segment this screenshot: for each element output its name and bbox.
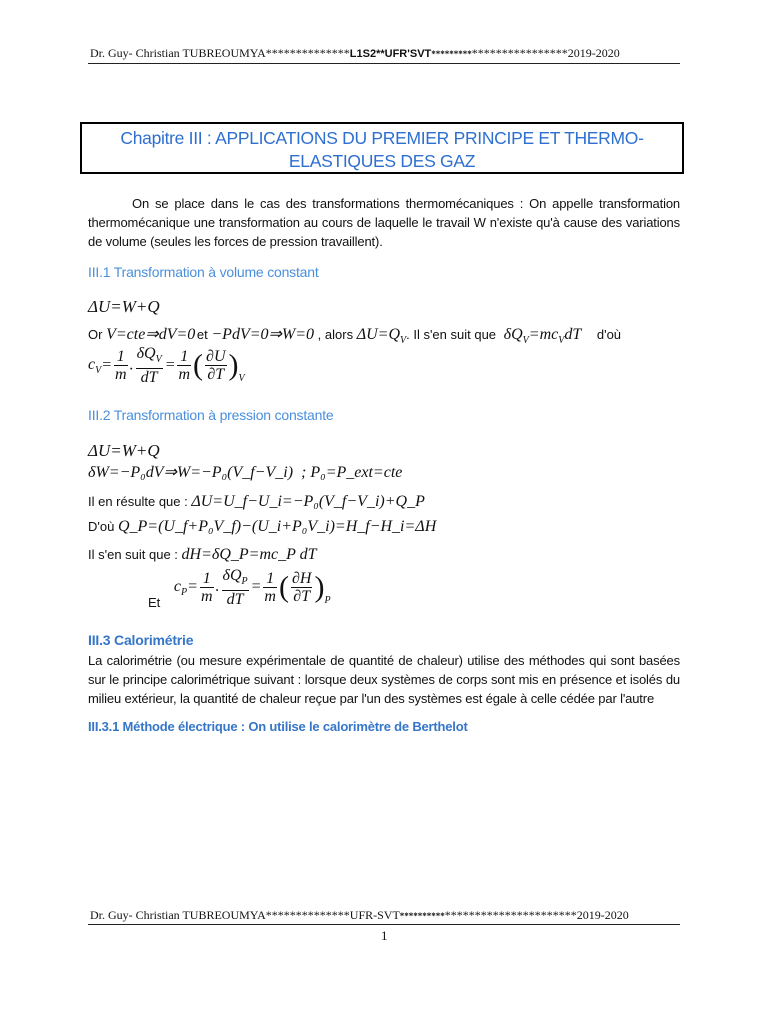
footer-year: **********************2019-2020 bbox=[444, 908, 629, 922]
frac2-den: dT bbox=[140, 369, 158, 387]
cp-frac3 bbox=[263, 570, 277, 605]
section-3-paragraph: La calorimétrie (ou mesure expérimentale de quantité de chaleur) utilise des méthodes qui sont basées sur le principe calorimétrique suivant : lorsque deux systèmes de corps sont mis en présence et isolés du milieu extérieur, la quantité de chaleur reçue par l'un des systèmes est égale à celle cédée par l'autre bbox=[88, 653, 680, 706]
result2-mid: =mc bbox=[528, 326, 559, 343]
cv-partial bbox=[205, 348, 226, 383]
cond2-eq: −PdV=0⇒W=0 bbox=[211, 326, 315, 343]
header-author: Dr. Guy- Christian TUBREOUMYA************** bbox=[90, 46, 350, 60]
dou-label-2: D'où bbox=[88, 519, 115, 534]
dou-eq: Q_P=(U_f+P₀V_f)−(U_i+P₀V_i)=H_f−H_i=ΔH bbox=[117, 518, 437, 535]
result1-main: ΔU=Q bbox=[356, 326, 400, 343]
cp-frac3-den: m bbox=[264, 588, 276, 606]
section-2-result-line bbox=[88, 493, 425, 511]
result2-sub1: V bbox=[522, 335, 529, 347]
frac2-sub: V bbox=[155, 354, 162, 366]
section-1-heading: III.1 Transformation à volume constant bbox=[88, 264, 319, 280]
section-1-eq2-line bbox=[88, 324, 621, 346]
paren-close: ) bbox=[228, 348, 239, 382]
cp-frac1 bbox=[200, 570, 214, 605]
section-2-heading: III.2 Transformation à pression constante bbox=[88, 407, 334, 423]
eq2-cond: ; P₀=P_ext=cte bbox=[301, 464, 403, 481]
cp-frac2 bbox=[222, 567, 249, 608]
cp-paren-open: ( bbox=[278, 570, 289, 604]
cv-lhs bbox=[88, 356, 102, 377]
dou-label: d'où bbox=[596, 327, 622, 342]
result-eq: ΔU=U_f−U_i=−P₀(V_f−V_i)+Q_P bbox=[191, 493, 425, 510]
cv-c: c bbox=[88, 356, 96, 374]
section-2-dou-line bbox=[88, 518, 436, 536]
page-header bbox=[90, 46, 620, 61]
cv-frac3 bbox=[177, 348, 191, 383]
result2-end: dT bbox=[564, 326, 582, 343]
section-2-eq2 bbox=[88, 462, 402, 482]
et-label: et bbox=[196, 327, 208, 342]
header-year: ****************2019-2020 bbox=[471, 46, 620, 60]
footer-rule bbox=[88, 924, 680, 925]
footer-stars-bold: ********** bbox=[399, 911, 445, 921]
result2-sub2: V bbox=[558, 335, 565, 347]
frac3-num: 1 bbox=[177, 348, 191, 366]
cp-paren-close: ) bbox=[314, 570, 325, 604]
partial-num: ∂U bbox=[206, 348, 226, 366]
cp-frac3-num: 1 bbox=[263, 570, 277, 588]
cp-frac2-num bbox=[222, 567, 249, 591]
footer-author: Dr. Guy- Christian TUBREOUMYA**************UFR-SVT bbox=[90, 908, 400, 922]
suit-label: . Il s'en suit que bbox=[406, 327, 497, 342]
frac1-den: m bbox=[115, 366, 127, 384]
result1-sub: V bbox=[400, 335, 407, 347]
cp-frac2-dq: δQ bbox=[222, 567, 242, 584]
suit-label-2: Il s'en suit que : bbox=[88, 547, 178, 562]
cp-partial-sub: P bbox=[324, 595, 331, 607]
partial-den: ∂T bbox=[207, 366, 225, 384]
frac2-dq: δQ bbox=[136, 345, 156, 362]
cv-frac1 bbox=[114, 348, 128, 383]
suit-eq: dH=δQ_P=mc_P dT bbox=[181, 546, 317, 563]
cv-sub: V bbox=[95, 365, 102, 377]
cv-frac2 bbox=[136, 345, 163, 386]
chapter-title-box bbox=[80, 122, 684, 174]
result2-eq bbox=[503, 326, 582, 347]
section-3-heading: III.3 Calorimétrie bbox=[88, 632, 194, 648]
chapter-title-line2: ELASTIQUES DES GAZ bbox=[288, 151, 476, 171]
cp-partial-num: ∂H bbox=[291, 570, 312, 588]
section-2-eq1: ΔU=W+Q bbox=[88, 441, 160, 460]
cp-frac2-den: dT bbox=[226, 591, 244, 609]
cp-formula-line bbox=[148, 567, 331, 611]
et-label-2: Et bbox=[148, 595, 161, 611]
cp-sub: P bbox=[181, 587, 188, 599]
cp-lhs bbox=[173, 578, 188, 599]
chapter-title-line1: Chapitre III : APPLICATIONS DU PREMIER PRINCIPE ET THERMO- bbox=[120, 128, 644, 148]
cv-partial-sub: V bbox=[238, 373, 245, 385]
section-3-1-heading: III.3.1 Méthode électrique : On utilise le calorimètre de Berthelot bbox=[88, 719, 468, 734]
alors-label: , alors bbox=[317, 327, 354, 342]
or-label: Or bbox=[88, 327, 103, 342]
section-1-eq1: ΔU=W+Q bbox=[88, 297, 160, 316]
cp-c: c bbox=[173, 578, 182, 596]
section-2-suit-line bbox=[88, 546, 317, 564]
intro-paragraph: On se place dans le cas des transformations thermomécaniques : On appelle transformation thermomécanique une transformation au cours de laquelle le travail W n'existe qu'à cause des variations de volume (seules les forces de pression travaillent). bbox=[88, 196, 680, 249]
result2-dq: δQ bbox=[503, 326, 523, 343]
page-number: 1 bbox=[381, 928, 388, 943]
cp-frac2-sub: P bbox=[241, 576, 248, 588]
header-stars: ********* bbox=[431, 49, 472, 59]
eq2-main: δW=−P₀dV⇒W=−P₀(V_f−V_i) bbox=[88, 464, 294, 481]
page-footer bbox=[90, 908, 629, 923]
frac3-den: m bbox=[178, 366, 191, 384]
cp-partial bbox=[291, 570, 312, 605]
cp-frac1-den: m bbox=[200, 588, 213, 606]
header-rule bbox=[88, 63, 680, 64]
cp-partial-den: ∂T bbox=[293, 588, 311, 606]
cp-formula: $c_P=$ $\frac{1}{m}$ . $\frac{\delta Q_P}{dT}$ = $\frac{1}{m}$ ( $\frac{\partial H}{\partial T}$ )$_P$ bbox=[173, 567, 331, 609]
cv-formula: $c_V=$ $\frac{1}{m}$ . $\frac{\delta Q_V}{dT}$ = $\frac{1}{m}$ ( $\frac{\partial U}{\partial T}$ )$_V$ bbox=[88, 345, 245, 387]
cp-frac1-num: 1 bbox=[200, 570, 214, 588]
frac2-num bbox=[136, 345, 163, 369]
frac1-num: 1 bbox=[114, 348, 128, 366]
header-level: L1S2**UFR'SVT bbox=[349, 48, 432, 60]
result-label: Il en résulte que : bbox=[88, 494, 188, 509]
paren-open: ( bbox=[193, 348, 204, 382]
cond1-eq: V=cte⇒dV=0 bbox=[106, 326, 196, 343]
result1-eq bbox=[356, 326, 407, 347]
